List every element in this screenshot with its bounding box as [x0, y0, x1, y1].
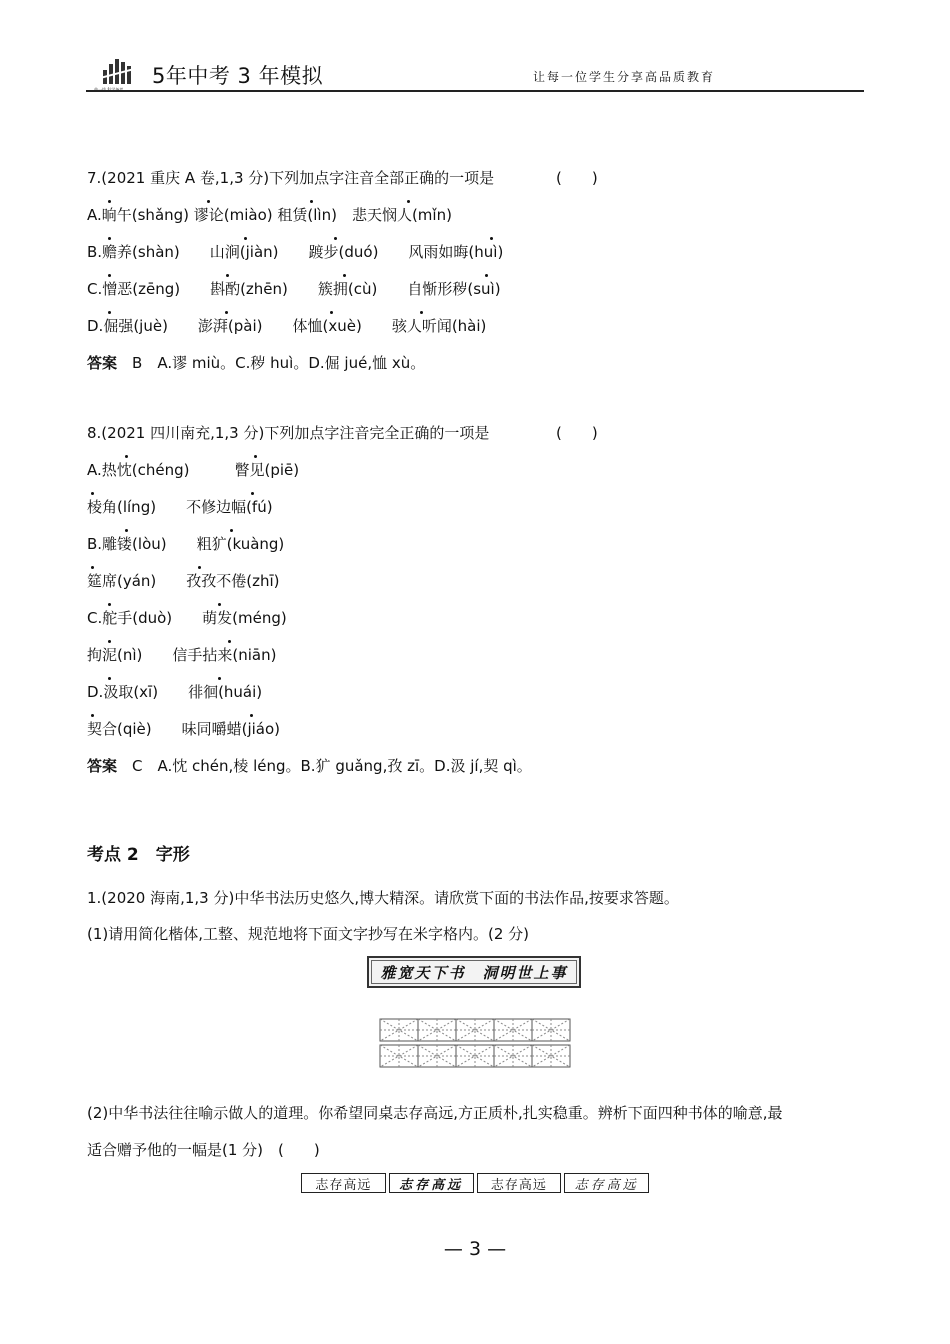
emphasis-dot — [250, 714, 253, 717]
q8-line: B.雕镂(lòu) 粗犷(kuàng) — [87, 535, 285, 553]
q7-answer-paren: ( ) — [556, 169, 598, 187]
emphasis-dot — [91, 714, 94, 717]
q7-stem: 7.(2021 重庆 A 卷,1,3 分)下列加点字注音全部正确的一项是 — [87, 169, 495, 187]
q7-option-d: D.倔强(juè) 澎湃(pài) 体恤(xuè) 骇人听闻(hài) — [87, 317, 487, 335]
q8-line: A.热忱(chéng) 瞥见(piē) — [87, 461, 300, 479]
emphasis-dot — [91, 492, 94, 495]
emphasis-dot — [226, 274, 229, 277]
emphasis-dot — [108, 603, 111, 606]
emphasis-dot — [218, 677, 221, 680]
emphasis-dot — [420, 311, 423, 314]
q8-line: 拘泥(nì) 信手拈来(niān) — [87, 646, 277, 664]
brand-logo-icon — [100, 56, 140, 86]
emphasis-dot — [218, 603, 221, 606]
q8-line: 契合(qiè) 味同嚼蜡(jiáo) — [87, 720, 281, 738]
style-option-seal[interactable]: 志存高远 — [301, 1173, 386, 1193]
q1-part2-line2: 适合赠予他的一幅是(1 分) ( ) — [87, 1141, 320, 1159]
style-option-running[interactable]: 志存高远 — [564, 1173, 649, 1193]
q8-answer: 答案 C A.忱 chén,棱 léng。B.犷 guǎng,孜 zī。D.汲 jí,契 qì。 — [87, 757, 532, 775]
emphasis-dot — [407, 200, 410, 203]
emphasis-dot — [108, 677, 111, 680]
emphasis-dot — [251, 492, 254, 495]
emphasis-dot — [334, 237, 337, 240]
emphasis-dot — [108, 274, 111, 277]
section-title: 考点 2 字形 — [87, 845, 190, 865]
calligraphy-text: 雅宽天下书 洞明世上事 — [371, 960, 577, 984]
q8-line: D.汲取(xī) 徘徊(huái) — [87, 683, 263, 701]
emphasis-dot — [230, 529, 233, 532]
emphasis-dot — [225, 311, 228, 314]
q8-answer-paren: ( ) — [556, 424, 598, 442]
emphasis-dot — [490, 237, 493, 240]
q8-line: 筵席(yán) 孜孜不倦(zhī) — [87, 572, 280, 590]
style-option-cursive[interactable]: 志存高远 — [389, 1173, 474, 1193]
emphasis-dot — [198, 566, 201, 569]
emphasis-dot — [254, 455, 257, 458]
emphasis-dot — [108, 311, 111, 314]
q7-option-b: B.赡养(shàn) 山涧(jiàn) 踱步(duó) 风雨如晦(huì) — [87, 243, 504, 261]
q8-line: 棱角(líng) 不修边幅(fú) — [87, 498, 273, 516]
calligraphy-banner — [367, 956, 581, 988]
emphasis-dot — [108, 237, 111, 240]
emphasis-dot — [207, 200, 210, 203]
style-option-regular[interactable]: 志存高远 — [477, 1173, 562, 1193]
q8-stem: 8.(2021 四川南充,1,3 分)下列加点字注音完全正确的一项是 — [87, 424, 490, 442]
emphasis-dot — [244, 237, 247, 240]
q7-answer: 答案 B A.谬 miù。C.秽 huì。D.倔 jué,恤 xù。 — [87, 354, 426, 372]
emphasis-dot — [125, 455, 128, 458]
q1-stem: 1.(2020 海南,1,3 分)中华书法历史悠久,博大精深。请欣赏下面的书法作品,按要求答题。 — [87, 889, 679, 907]
emphasis-dot — [108, 200, 111, 203]
header-title: 5年中考 3 年模拟 — [152, 64, 324, 88]
emphasis-dot — [330, 311, 333, 314]
q1-part1: (1)请用简化楷体,工整、规范地将下面文字抄写在米字格内。(2 分) — [87, 925, 530, 943]
q7-option-a: A.晌午(shǎng) 谬论(miào) 租赁(lìn) 悲天悯人(mǐn) — [87, 206, 452, 224]
emphasis-dot — [228, 640, 231, 643]
emphasis-dot — [91, 566, 94, 569]
mizige-grid — [378, 1017, 572, 1069]
emphasis-dot — [108, 640, 111, 643]
header-tagline: 让每一位学生分享高品质教育 — [533, 70, 716, 84]
emphasis-dot — [343, 274, 346, 277]
emphasis-dot — [310, 200, 313, 203]
header-divider — [86, 90, 864, 92]
calligraphy-style-options — [301, 1173, 649, 1193]
q1-part2-line1: (2)中华书法往往喻示做人的道理。你希望同桌志存高远,方正质朴,扎实稳重。辨析下面四种书体的喻意,最 — [87, 1104, 783, 1122]
q7-option-c: C.憎恶(zēng) 斟酌(zhēn) 簇拥(cù) 自惭形秽(suì) — [87, 280, 501, 298]
emphasis-dot — [485, 274, 488, 277]
q8-line: C.舵手(duò) 萌发(méng) — [87, 609, 287, 627]
emphasis-dot — [125, 529, 128, 532]
page-number: — 3 — — [443, 1238, 507, 1260]
